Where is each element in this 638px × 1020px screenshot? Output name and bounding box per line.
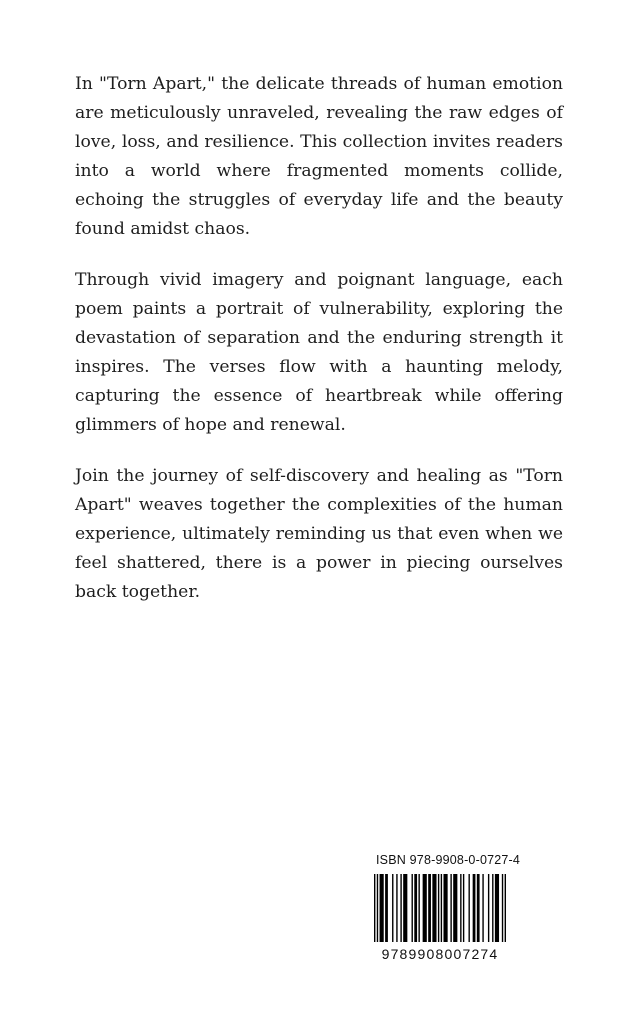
blurb-paragraph-1: In "Torn Apart," the delicate threads of human emotion are meticulously unraveled, revealing the raw edges of love, loss, and resilience. This collection invites readers into a world where fragmented moments collide, echoing the struggles of everyday life and the beauty found amidst chaos. xyxy=(75,74,563,239)
barcode-digits: 9789908007274 xyxy=(381,946,499,962)
barcode-bar-23 xyxy=(477,874,480,942)
barcode-bar-19 xyxy=(460,874,461,942)
barcode-bar-9 xyxy=(414,874,417,942)
blurb-text xyxy=(75,70,563,629)
isbn-label: ISBN 978-9908-0-0727-4 xyxy=(376,853,521,867)
barcode-bar-12 xyxy=(428,874,431,942)
barcode-bar-16 xyxy=(443,874,447,942)
barcode-bar-28 xyxy=(502,874,503,942)
barcode-bar-2 xyxy=(380,874,384,942)
barcode-bar-15 xyxy=(441,874,442,942)
barcode-bar-0 xyxy=(374,874,375,942)
blurb-paragraph-2: Through vivid imagery and poignant language, each poem paints a portrait of vulnerability, exploring the devastation of separation and the enduring strength it inspires. The verses flow with a haunting melody, capturing the essence of heartbreak while offering glimmers of hope and renewal. xyxy=(75,270,563,435)
barcode-bar-5 xyxy=(396,874,397,942)
barcode-bar-24 xyxy=(482,874,483,942)
barcode-bar-3 xyxy=(385,874,388,942)
barcode-bars xyxy=(374,874,506,942)
barcode-bar-20 xyxy=(463,874,464,942)
barcode-bar-26 xyxy=(492,874,493,942)
barcode-bar-22 xyxy=(473,874,476,942)
barcode-bar-27 xyxy=(495,874,499,942)
barcode-bar-6 xyxy=(400,874,401,942)
barcode-bar-17 xyxy=(450,874,451,942)
barcode-bar-4 xyxy=(392,874,393,942)
barcode-bar-7 xyxy=(403,874,407,942)
barcode-bar-8 xyxy=(412,874,413,942)
barcode-bar-18 xyxy=(453,874,457,942)
barcode-bar-25 xyxy=(488,874,489,942)
barcode-bar-10 xyxy=(418,874,419,942)
isbn-barcode-block xyxy=(368,853,521,969)
barcode-bar-11 xyxy=(423,874,427,942)
barcode-bar-1 xyxy=(377,874,378,942)
blurb-paragraph-3: Join the journey of self-discovery and healing as "Torn Apart" weaves together the complexities of the human experience, ultimately reminding us that even when we feel shattered, there is a power in piecing ourselves back together. xyxy=(75,466,563,602)
barcode-bar-21 xyxy=(468,874,469,942)
barcode-bar-29 xyxy=(505,874,506,942)
barcode-bar-14 xyxy=(438,874,439,942)
barcode-bar-13 xyxy=(432,874,436,942)
